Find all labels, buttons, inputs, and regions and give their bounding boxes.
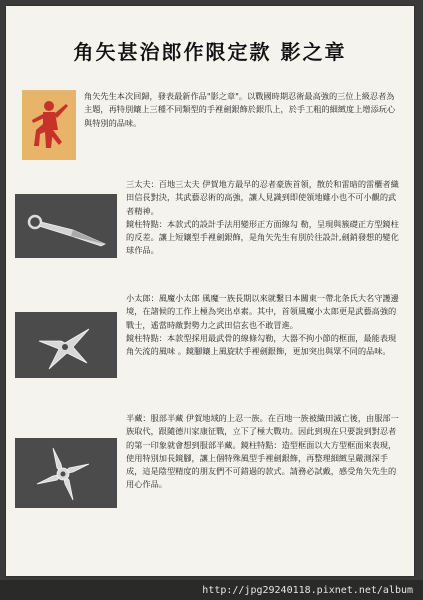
section-paragraph: 鏡柱特點：本款式的設計手法用變形正方面線勾 勒，呈現與簇礎正方型鏡柱的反差。讓上短鑲型手裡劍銀飾，是角矢先生有別於往設計,劍銷發想的變化球作品。 bbox=[126, 218, 399, 256]
watermark-url: http://jpg29240118.pixnet.net/album bbox=[202, 585, 413, 596]
ninja-illustration bbox=[22, 90, 76, 160]
intro-paragraph: 角矢先生本次回歸，發表最新作品"影之章"。以戰國時期忍術最高強的三位上級忍者為主題，再特別鑲上三種不同類型的手裡劍銀飾於銀爪上，於手工粗的細緻度上增添玩心與特別的品味。 bbox=[84, 91, 396, 128]
spiral-shuriken-icon bbox=[15, 438, 117, 508]
section-kotaro-text bbox=[126, 292, 402, 358]
document-sheet bbox=[6, 6, 414, 576]
intro-text bbox=[84, 90, 400, 130]
shuriken-spiral-thumbnail bbox=[15, 438, 117, 508]
ninja-figure-icon bbox=[22, 90, 76, 160]
kunai-icon bbox=[15, 194, 117, 258]
section-paragraph: 半藏：服部半藏 伊賀地域的上忍一族。在百地一族被織田滅亡後，由服部一族取代，跟隨德川家康征戰，立下了極大戰功。因此到現在只要說到對忍者的第一印象就會想到服部半藏。鏡柱特點：造型框面以大方型框面來表現，使用特別加長鏡腳，讓上個特殊風型手裡劍銀飾，再整理細緻呈嚴測深手成，這是陰型精度的朋友們不可錯過的款式。請務必試戴，感受角矢先生的用心作品。 bbox=[126, 413, 399, 490]
section-paragraph: 小太郎：風魔小太郎 風魔一族長期以來就繫日本關東一帶北条氏大名守護邊境，在諸候的工作上極為突出卓素。其中，首領風魔小太郎更是武藝高強的戰士，遙當時敵對勢力之武田信玄也不敢冒進。 bbox=[126, 293, 399, 330]
kunai-thumbnail bbox=[15, 194, 117, 258]
section-sandayu-text bbox=[126, 178, 402, 258]
page-title: 角矢甚治郎作限定款 影之章 bbox=[73, 40, 347, 64]
section-paragraph: 鏡柱特點：本款型採用最武骨的線條勾勒，大器不拘小節的框面，最能表現角矢流的風味 。鏡腳鑲上風旋狀手裡劍銀飾，更加突出與眾不同的品味。 bbox=[126, 332, 397, 357]
shuriken-icon bbox=[15, 312, 117, 378]
section-paragraph: 三太夫：百地三太夫 伊賀地方最早的忍者豪族首領，散於和雷暗的雷櫃者織田信長對決，其武藝忍術的高強，讓人見識到即使領地雖小也不可小觀的武者精神。 bbox=[126, 179, 399, 216]
section-hanzo-text bbox=[126, 412, 402, 492]
shuriken-four-point-thumbnail bbox=[15, 312, 117, 378]
